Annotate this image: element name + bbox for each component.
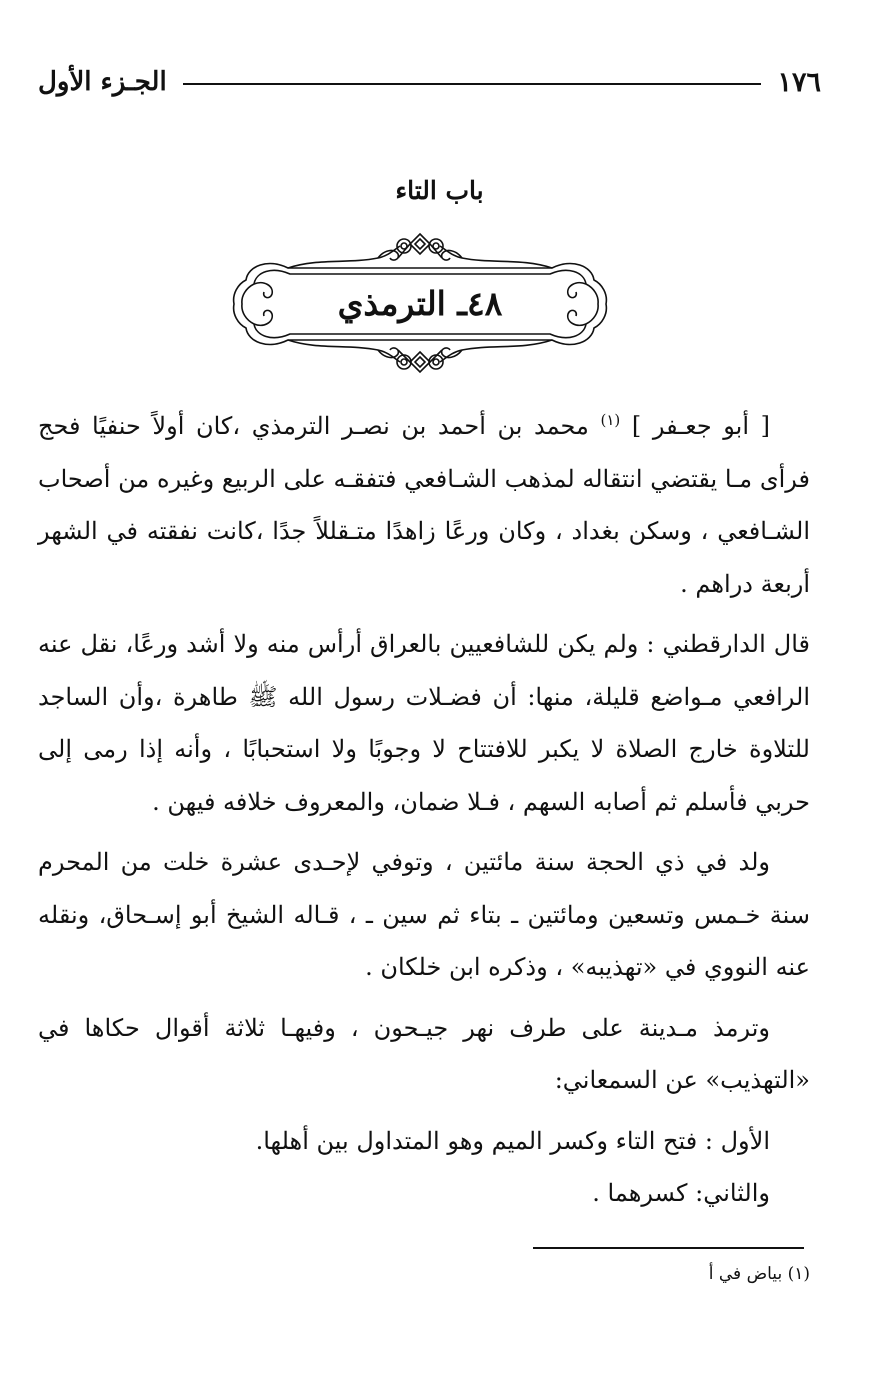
chapter-title: باب التاء: [395, 176, 484, 205]
page-number: ١٧٦: [777, 66, 821, 98]
footnote-rule: [533, 1247, 804, 1249]
paragraph-1-text: محمد بن أحمد بن نصـر الترمذي ،كان أولاً حنفيًا فحج فرأى مـا يقتضي انتقاله لمذهب الشـافعي فتفقـه على الربيع وغيره من أصحاب الشـافعي ، وسكن بغداد ، وكان ورعًا زاهدًا متـقللاً جدًا ،كانت نفقته في الشهر أربعة دراهم .: [38, 412, 810, 598]
paragraph-1: [38, 400, 810, 610]
paragraph-3: ولد في ذي الحجة سنة مائتين ، وتوفي لإحـدى عشرة خلت من المحرم سنة خـمس وتسعين ومائتين ـ بتاء ثم سين ـ ، قـاله الشيخ أبو إسـحاق، ونقله عنه النووي في «تهذيبه» ، وذكره ابن خلكان .: [38, 848, 810, 981]
footnote: (١) بياض في أ: [708, 1264, 810, 1284]
header-rule: [183, 83, 762, 85]
body-text: [38, 400, 810, 1220]
paragraph-2: قال الدارقطني : ولم يكن للشافعيين بالعراق أرأس منه ولا أشد ورعًا، نقل عنه الرافعي مـواضع قليلة، منها: أن فضـلات رسول الله ﷺ طاهرة ،وأن الساجد للتلاوة خارج الصلاة لا يكبر للافتتاح لا وجوبًا ولا استحبابًا ، وأنه إذا رمى إلى حربي فأسلم ثم أصابه السهم ، فـلا ضمان، والمعروف خلافه فيهن .: [38, 630, 810, 816]
running-title: الجـزء الأول: [38, 67, 167, 97]
paragraph-5: الأول : فتح التاء وكسر الميم وهو المتداول بين أهلها.: [255, 1126, 770, 1155]
footnote-ref: (١): [600, 411, 621, 429]
kunya-bracket: [ أبو جعـفر ]: [631, 412, 771, 440]
running-header: [38, 62, 821, 102]
entry-title: ٤٨ـ الترمذي: [337, 284, 503, 323]
paragraph-4: وترمذ مـدينة على طرف نهر جيـحون ، وفيهـا ثلاثة أقوال حكاها في «التهذيب» عن السمعاني:: [38, 1013, 810, 1094]
paragraph-6: والثاني: كسرهما .: [592, 1179, 770, 1207]
